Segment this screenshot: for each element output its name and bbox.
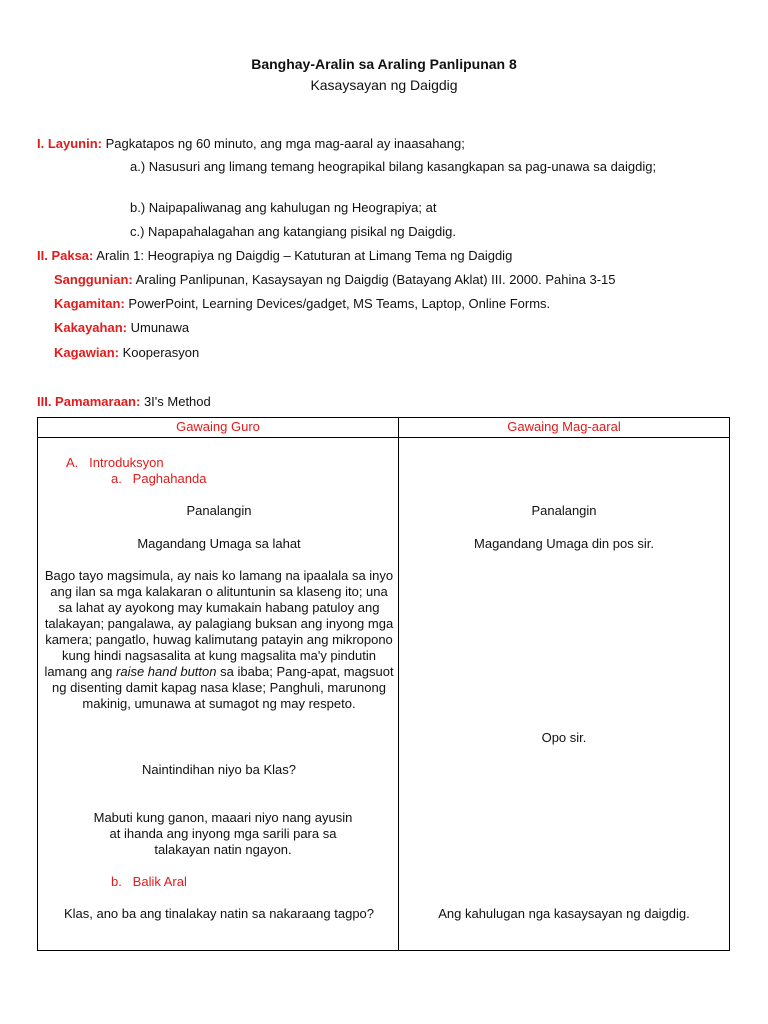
pamamaraan-label: III. Pamamaraan: [37, 394, 141, 409]
sanggunian-text: Araling Panlipunan, Kasaysayan ng Daigdig (Batayang Aklat) III. 2000. Pahina 3-15 [135, 272, 616, 287]
kagamitan-line [54, 296, 550, 311]
paalala-text-2: sa ibaba; Pang-apat, magsuot ng disenting damit kapag nasa klase; Panghuli, marunong makinig, umunawa at sumagot ng may respeto. [52, 664, 394, 711]
magaaral-panalangin: Panalangin [531, 503, 597, 518]
guro-paalala [44, 568, 394, 712]
guro-tanong: Naintindihan niyo ba Klas? [142, 762, 296, 777]
kagawian-line [54, 345, 199, 360]
objective-b: b.) Naipapaliwanag ang kahulugan ng Heograpiya; at [130, 200, 437, 215]
layunin-text: Pagkatapos ng 60 minuto, ang mga mag-aaral ay inaasahang; [105, 136, 465, 151]
magaaral-bati: Magandang Umaga din pos sir. [474, 536, 654, 551]
header-gawaing-magaaral: Gawaing Mag-aaral [399, 418, 730, 438]
kakayahan-line [54, 320, 189, 335]
magaaral-sagot: Ang kahulugan nga kasaysayan ng daigdig. [438, 906, 690, 921]
guro-balik-tanong: Klas, ano ba ang tinalakay natin sa nakaraang tagpo? [63, 906, 375, 921]
guro-panalangin: Panalangin [186, 503, 252, 518]
header-gawaing-guro: Gawaing Guro [38, 418, 399, 438]
layunin-line [37, 136, 465, 151]
objective-a: a.) Nasusuri ang limang temang heograpikal bilang kasangkapan sa pag-unawa sa daigdig; [130, 159, 657, 174]
sub-balik-aral: b. Balik Aral [111, 874, 187, 889]
sub-paghahanda: a. Paghahanda [111, 471, 207, 486]
document-title: Banghay-Aralin sa Araling Panlipunan 8 [251, 56, 517, 72]
table-body-row [38, 438, 730, 951]
kakayahan-label: Kakayahan: [54, 320, 127, 335]
guro-mabuti: Mabuti kung ganon, maaari niyo nang ayusin at ihanda ang inyong mga sarili para sa talakayan natin ngayon. [93, 810, 353, 857]
section-introduksyon: A. Introduksyon [66, 455, 164, 470]
kakayahan-text: Umunawa [130, 320, 190, 335]
pamamaraan-text: 3I's Method [143, 394, 211, 409]
paalala-text-1: Bago tayo magsimula, ay nais ko lamang na ipaalala sa inyo ang ilan sa mga kalakaran o alituntunin sa klaseng ito; una sa lahat ay ayokong may kumakain habang patuloy ang talakayan; pangalawa, ay palagiang buksan ang inyong mga kamera; pangatlo, huwag kalimutang patayin ang mikropono kung hindi nagsasalita at kung magsalita ma'y pindutin lamang ang [44, 568, 394, 679]
activity-table [37, 417, 730, 951]
paksa-label: II. Paksa: [37, 248, 94, 263]
paalala-emphasis: raise hand button [116, 664, 217, 679]
kagamitan-label: Kagamitan: [54, 296, 125, 311]
kagawian-label: Kagawian: [54, 345, 120, 360]
sanggunian-line [54, 272, 616, 287]
magaaral-opo: Opo sir. [541, 730, 587, 745]
pamamaraan-line [37, 394, 211, 409]
magaaral-cell [399, 438, 730, 951]
guro-cell [38, 438, 399, 951]
layunin-label: I. Layunin: [37, 136, 102, 151]
table-header-row [38, 418, 730, 438]
paksa-text: Aralin 1: Heograpiya ng Daigdig – Katuturan at Limang Tema ng Daigdig [96, 248, 513, 263]
objective-c: c.) Napapahalagahan ang katangiang pisikal ng Daigdig. [130, 224, 456, 239]
document-subtitle: Kasaysayan ng Daigdig [310, 77, 458, 93]
paksa-line [37, 248, 512, 263]
guro-bati: Magandang Umaga sa lahat [137, 536, 301, 551]
sanggunian-label: Sanggunian: [54, 272, 133, 287]
kagamitan-text: PowerPoint, Learning Devices/gadget, MS Teams, Laptop, Online Forms. [128, 296, 551, 311]
kagawian-text: Kooperasyon [122, 345, 200, 360]
